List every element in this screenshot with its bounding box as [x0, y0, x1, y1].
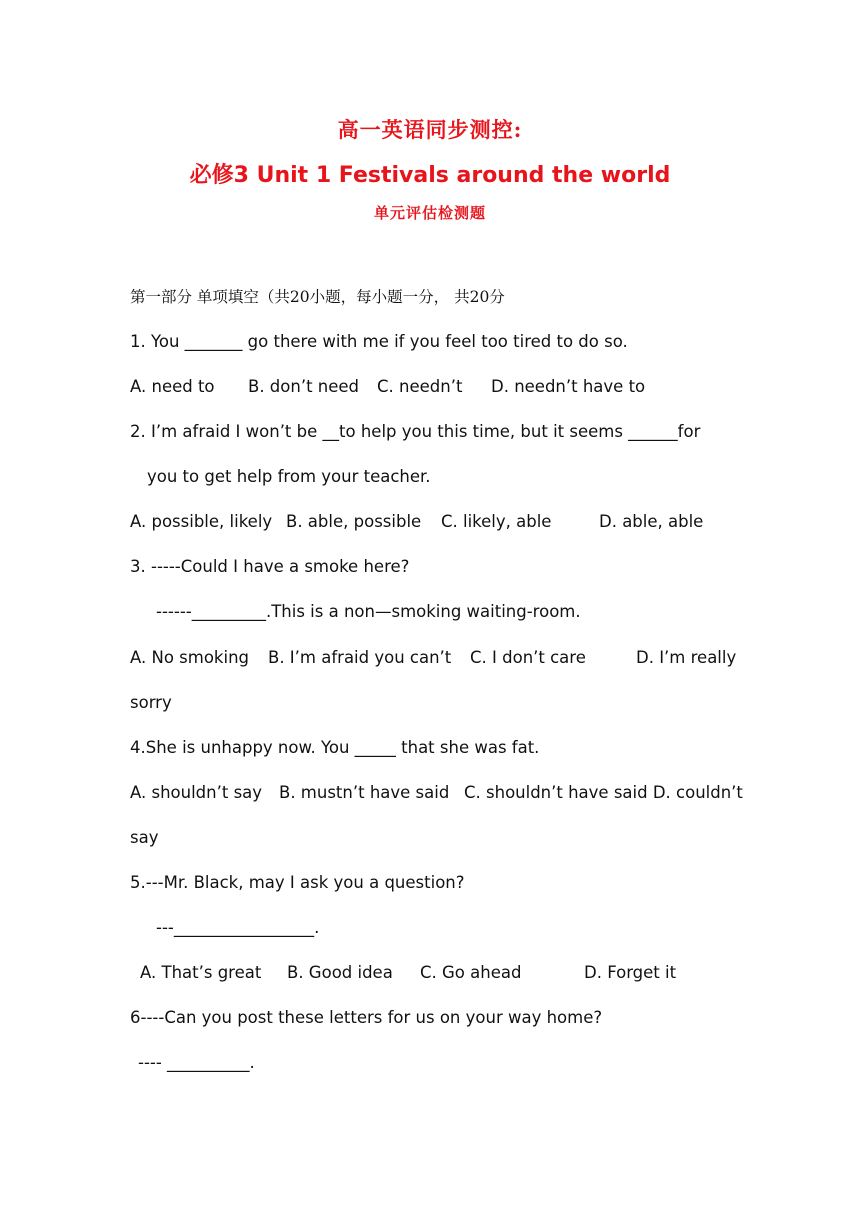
question-5-option-c: C. Go ahead — [420, 963, 522, 982]
question-4-stem: 4.She is unhappy now. You _____ that she was fat. — [130, 738, 540, 757]
question-5-option-d: D. Forget it — [584, 963, 677, 982]
question-2-option-c: C. likely, able — [441, 512, 552, 531]
question-2-stem: 2. I’m afraid I won’t be __to help you this time, but it seems ______for — [130, 422, 701, 441]
question-3-stem: 3. -----Could I have a smoke here? — [130, 557, 410, 576]
question-3-option-b: B. I’m afraid you can’t — [268, 648, 452, 667]
question-2-option-b: B. able, possible — [286, 512, 422, 531]
question-6-stem: 6----Can you post these letters for us on your way home? — [130, 1008, 603, 1027]
question-4-option-d-wrap: say — [130, 828, 159, 847]
document-title: 高一英语同步测控: — [337, 117, 523, 142]
question-1-stem: 1. You _______ go there with me if you feel too tired to do so. — [130, 332, 628, 351]
question-2-stem-continued: you to get help from your teacher. — [147, 467, 431, 486]
question-5-response: ---_________________. — [156, 918, 320, 937]
question-3-option-d: D. I’m really — [636, 648, 737, 667]
question-2-option-d: D. able, able — [599, 512, 704, 531]
question-4-option-c-d: C. shouldn’t have said D. couldn’t — [464, 783, 743, 802]
question-1-option-a: A. need to — [130, 377, 215, 396]
question-5-option-b: B. Good idea — [287, 963, 393, 982]
question-3-option-c: C. I don’t care — [470, 648, 586, 667]
question-1-option-d: D. needn’t have to — [491, 377, 646, 396]
document-subtitle: 必修3 Unit 1 Festivals around the world — [189, 163, 671, 188]
question-3-option-d-wrap: sorry — [130, 693, 172, 712]
question-3-option-a: A. No smoking — [130, 648, 250, 667]
section-heading: 第一部分 单项填空（共20小题，每小题一分， 共20分 — [130, 288, 505, 306]
question-1-option-b: B. don’t need — [248, 377, 360, 396]
question-4-option-a: A. shouldn’t say — [130, 783, 263, 802]
question-5-option-a: A. That’s great — [140, 963, 262, 982]
question-6-response: ---- __________. — [138, 1053, 255, 1072]
question-4-option-b: B. mustn’t have said — [279, 783, 450, 802]
question-1-option-c: C. needn’t — [377, 377, 463, 396]
question-5-stem: 5.---Mr. Black, may I ask you a question? — [130, 873, 465, 892]
question-2-option-a: A. possible, likely — [130, 512, 273, 531]
document-subheading: 单元评估检测题 — [373, 204, 486, 222]
question-3-response: ------_________.This is a non—smoking waiting-room. — [156, 602, 581, 621]
